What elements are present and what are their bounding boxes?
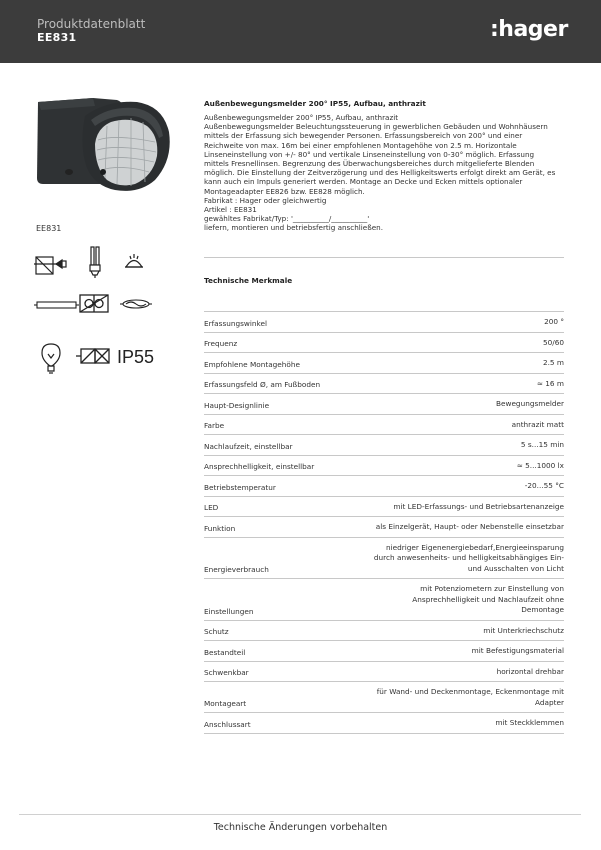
spec-label: Nachlaufzeit, einstellbar	[204, 441, 293, 451]
spec-value	[376, 522, 564, 533]
spec-value	[517, 461, 564, 472]
halogen-lamp-icon	[125, 254, 143, 267]
spec-value-line: 200 °	[544, 317, 564, 326]
description-line: gewähltes Fabrikat/Typ: '__________/__________'	[204, 214, 370, 224]
lamp-load-icon	[34, 257, 66, 274]
section-divider	[204, 257, 564, 258]
spec-value	[483, 626, 564, 637]
spec-row	[204, 456, 564, 477]
document-type: Produktdatenblatt	[37, 17, 146, 31]
description-line: Fabrikat : Hager oder gleichwertig	[204, 195, 327, 205]
spec-label: Frequenz	[204, 339, 238, 348]
description-line: Reichweite von max. 16m bei einer empfohlenen Montagehöhe von 2.5 m. Horizontale	[204, 140, 517, 150]
description-line: mittels Fresnellinsen. Begrenzung des Überwachungsbereiches durch mitgelieferte Blenden	[204, 159, 535, 169]
spec-label: Ansprechhelligkeit, einstellbar	[204, 462, 315, 471]
spec-value	[472, 646, 564, 657]
spec-label: Schwenkbar	[204, 668, 249, 677]
spec-label: Montageart	[204, 699, 247, 708]
spec-row	[204, 353, 564, 374]
spec-row	[204, 682, 564, 713]
spec-row	[204, 476, 564, 497]
description-line: mittels der Erfassung sich bewegender Personen. Erfassungsbereich von 200° und einer	[204, 131, 523, 141]
section-title: Technische Merkmale	[204, 276, 293, 285]
spec-row	[204, 435, 564, 456]
page-header	[0, 0, 601, 63]
spec-row	[204, 311, 564, 333]
spec-row	[204, 538, 564, 580]
spec-row	[204, 662, 564, 683]
spec-value	[543, 338, 564, 349]
spec-value-line: mit Unterkriechschutz	[483, 625, 564, 635]
spec-value-line: -20...55 °C	[524, 481, 564, 490]
description-line: kann auch ein Impuls generiert werden. Montage an Decke und Ecken mittels optionaler	[204, 177, 523, 187]
spec-row	[204, 415, 564, 436]
description-title: Außenbewegungsmelder 200° IP55, Aufbau, anthrazit	[204, 99, 426, 108]
description-line: möglich. Die Einstellung der Zeitverzögerung und des Helligkeitswerts erfolgt direkt am Gerät, es	[204, 168, 556, 178]
description-line: Artikel : EE831	[204, 205, 257, 215]
description-line: Montageadapter EE826 bzw. EE828 möglich.	[204, 186, 365, 196]
spec-label: Farbe	[204, 421, 225, 430]
document-code: EE831	[37, 31, 77, 44]
halogen-tube-icon	[120, 300, 152, 308]
spec-value-line: horizontal drehbar	[496, 666, 564, 676]
spec-value	[377, 687, 564, 708]
spec-row	[204, 333, 564, 354]
spec-value-line: durch anwesenheits- und helligkeitsabhängiges Ein-	[373, 553, 564, 562]
spec-value-line: und Ausschalten von Licht	[467, 563, 564, 573]
spec-row	[204, 579, 564, 621]
description-line: Außenbewegungsmelder 200° IP55, Aufbau, anthrazit	[204, 113, 399, 122]
spec-value-line: 50/60	[542, 337, 564, 347]
transformer-icon	[80, 295, 108, 312]
spec-value	[495, 718, 564, 729]
spec-value	[521, 440, 564, 451]
spec-row	[204, 497, 564, 518]
spec-value-line: Adapter	[535, 697, 564, 707]
spec-label: Empfohlene Montagehöhe	[204, 359, 300, 369]
spec-value-line: anthrazit matt	[511, 419, 564, 429]
spec-value	[543, 358, 564, 369]
spec-value	[496, 399, 564, 410]
footer-divider	[19, 814, 581, 815]
spec-label: Anschlussart	[204, 719, 251, 729]
spec-value-line: als Einzelgerät, Haupt- oder Nebenstelle einsetzbar	[375, 522, 564, 531]
spec-value	[512, 420, 564, 431]
spec-value-line: 2.5 m	[542, 358, 564, 367]
spec-value-line: mit Befestigungsmaterial	[471, 646, 564, 655]
load-type-symbols	[34, 244, 194, 384]
spec-row	[204, 621, 564, 642]
spec-value	[525, 481, 564, 492]
spec-value-line: mit Potenziometern zur Einstellung von	[420, 584, 564, 593]
ip-rating-label: IP55	[117, 347, 155, 367]
cfl-lamp-icon	[90, 247, 100, 278]
spec-label: LED	[204, 503, 219, 512]
product-description	[204, 99, 566, 233]
product-code-label: EE831	[36, 224, 62, 233]
spec-value-line: Demontage	[521, 605, 564, 614]
technical-specs-table	[204, 311, 564, 734]
spec-row	[204, 517, 564, 538]
spec-value-line: für Wand- und Deckenmontage, Eckenmontage mit	[376, 687, 564, 696]
spec-value-line: 5 s...15 min	[520, 440, 564, 449]
logo-text: :hager	[490, 17, 568, 42]
spec-value	[412, 584, 564, 616]
incandescent-bulb-icon	[42, 344, 60, 373]
spec-value-line: Ansprechhelligkeit und Nachlaufzeit ohne	[412, 594, 564, 604]
spec-row	[204, 713, 564, 734]
spec-label: Betriebstemperatur	[204, 482, 276, 492]
footer-note: Technische Änderungen vorbehalten	[213, 822, 388, 833]
spec-value	[537, 379, 564, 390]
spec-value-line: ≈ 16 m	[536, 378, 564, 388]
spec-label: Energieverbrauch	[204, 565, 269, 574]
spec-label: Haupt-Designlinie	[204, 400, 270, 410]
spec-value	[544, 317, 564, 328]
spec-value-line: Bewegungsmelder	[495, 399, 564, 408]
spec-label: Einstellungen	[204, 606, 254, 616]
spec-label: Schutz	[204, 627, 229, 636]
spec-value-line: mit LED-Erfassungs- und Betriebsartenanzeige	[393, 501, 564, 511]
electronic-ballast-icon	[76, 349, 109, 363]
description-line: Außenbewegungsmelder Beleuchtungssteuerung in gewerblichen Gebäuden und Wohnhäusern	[204, 122, 548, 132]
spec-row	[204, 374, 564, 395]
description-line: Linseneinstellung von +/- 80° und vertikale Linseneinstellung von 0-30° möglich. Erfassung	[204, 149, 535, 159]
description-line: liefern, montieren und betriebsfertig anschließen.	[204, 223, 383, 233]
spec-value	[497, 667, 564, 678]
spec-value-line: mit Steckklemmen	[495, 718, 564, 727]
spec-value-line: niedriger Eigenenergiebedarf,Energieeinsparung	[385, 542, 564, 552]
hager-logo	[490, 16, 568, 44]
spec-label: Bestandteil	[204, 647, 246, 657]
spec-label: Funktion	[204, 523, 236, 533]
spec-row	[204, 394, 564, 415]
spec-label: Erfassungsfeld Ø, am Fußboden	[204, 380, 321, 389]
product-image	[35, 96, 175, 196]
spec-value-line: ≈ 5...1000 lx	[516, 460, 564, 470]
spec-value	[374, 543, 564, 575]
fluorescent-tube-icon	[34, 302, 79, 308]
spec-label: Erfassungswinkel	[204, 318, 268, 328]
spec-row	[204, 641, 564, 662]
spec-value	[393, 502, 564, 513]
